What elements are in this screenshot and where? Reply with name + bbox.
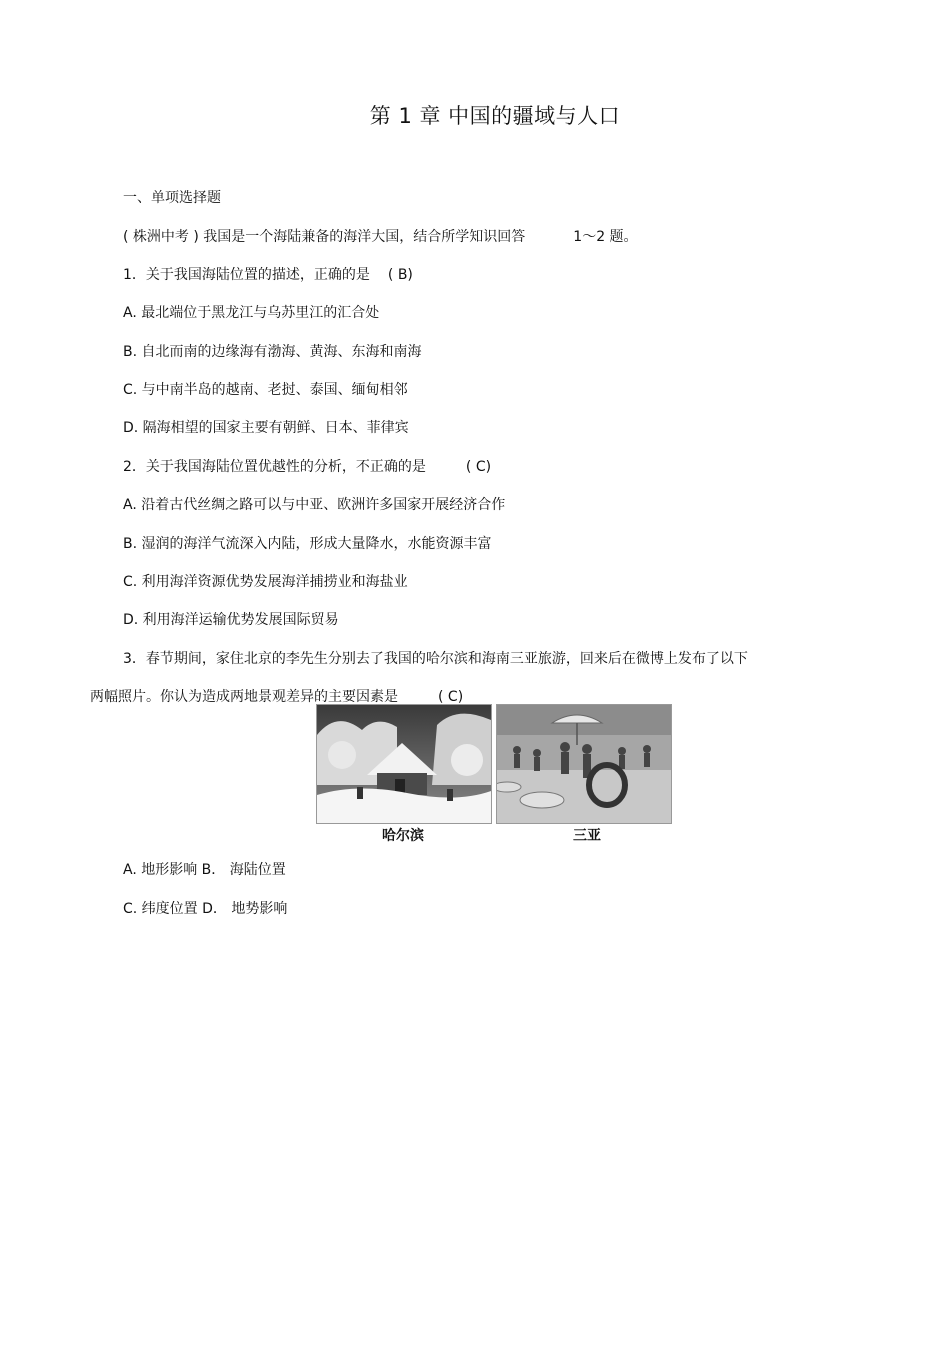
- intro-range: 1～2 题。: [573, 229, 638, 245]
- q2-stem-line: [123, 456, 491, 476]
- q1-stem: 1．关于我国海陆位置的描述，正确的是: [123, 267, 370, 283]
- q1-option-b: B. 自北而南的边缘海有渤海、黄海、东海和南海: [123, 344, 422, 360]
- intro-text: ( 株洲中考 ) 我国是一个海陆兼备的海洋大国，结合所学知识回答: [123, 229, 526, 245]
- q1-answer: ( B): [387, 267, 413, 283]
- section-heading: 一、单项选择题: [123, 190, 221, 206]
- q3-stem-line1: 3．春节期间，家住北京的李先生分别去了我国的哈尔滨和海南三亚旅游，回来后在微博上发布了以下: [123, 651, 748, 667]
- q3-options-line2: C. 纬度位置 D． 地势影响: [123, 901, 288, 917]
- intro-line: [123, 226, 638, 246]
- sanya-caption: 三亚: [573, 828, 601, 844]
- q2-stem: 2．关于我国海陆位置优越性的分析，不正确的是: [123, 459, 426, 475]
- q3-stem-line2: [90, 686, 463, 706]
- q1-option-c: C. 与中南半岛的越南、老挝、泰国、缅甸相邻: [123, 382, 408, 398]
- q2-answer: ( C): [465, 459, 492, 475]
- q1-stem-line: [123, 264, 413, 284]
- q1-option-d: D. 隔海相望的国家主要有朝鲜、日本、菲律宾: [123, 420, 409, 436]
- q3-answer: ( C): [438, 689, 464, 705]
- q2-option-b: B. 湿润的海洋气流深入内陆，形成大量降水，水能资源丰富: [123, 536, 492, 552]
- q2-option-c: C. 利用海洋资源优势发展海洋捕捞业和海盐业: [123, 574, 408, 590]
- harbin-caption: 哈尔滨: [382, 828, 424, 844]
- sanya-beach-photo: [496, 704, 672, 824]
- q2-option-a: A. 沿着古代丝绸之路可以与中亚、欧洲许多国家开展经济合作: [123, 497, 506, 513]
- q3-options-line1: A. 地形影响 B． 海陆位置: [123, 862, 286, 878]
- page-title: 第 1 章 中国的疆域与人口: [369, 104, 621, 128]
- q3-stem: 两幅照片。你认为造成两地景观差异的主要因素是: [90, 689, 398, 705]
- q1-option-a: A. 最北端位于黑龙江与乌苏里江的汇合处: [123, 305, 380, 321]
- q2-option-d: D. 利用海洋运输优势发展国际贸易: [123, 612, 339, 628]
- q3-photos: [316, 704, 676, 844]
- harbin-snow-photo: [316, 704, 492, 824]
